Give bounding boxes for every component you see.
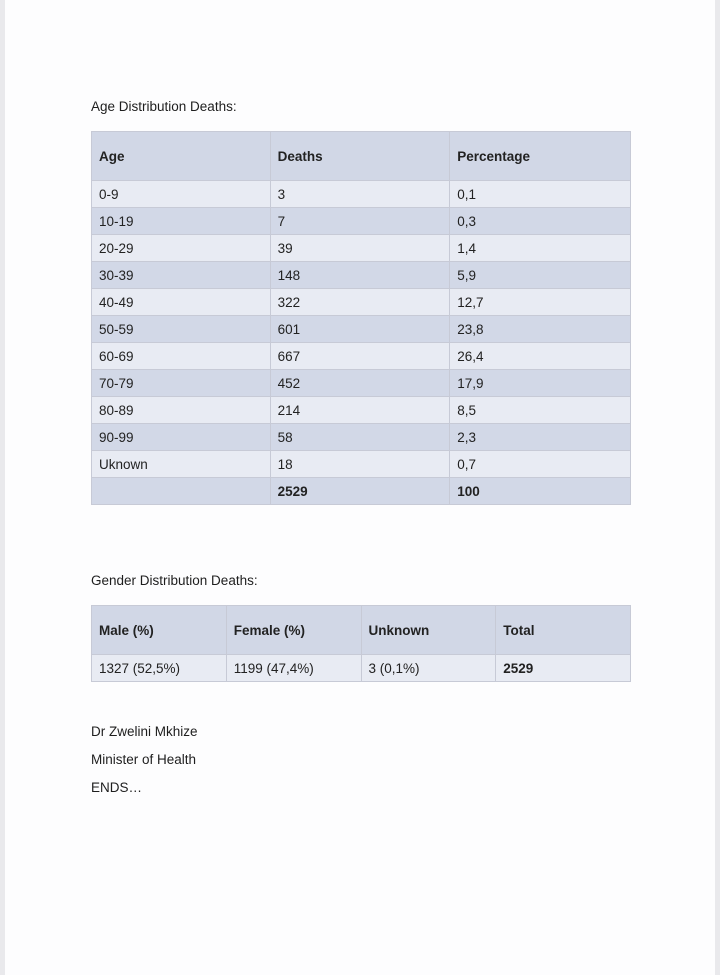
percentage-cell: 26,4 xyxy=(450,343,631,370)
percentage-cell: 1,4 xyxy=(450,235,631,262)
column-header-age: Age xyxy=(92,132,271,181)
column-header-percentage: Percentage xyxy=(450,132,631,181)
total-deaths-cell: 2529 xyxy=(270,478,450,505)
table-header-row xyxy=(92,132,631,181)
document-page xyxy=(5,0,715,975)
deaths-cell: 214 xyxy=(270,397,450,424)
column-header-deaths: Deaths xyxy=(270,132,450,181)
column-header-female: Female (%) xyxy=(226,606,361,655)
deaths-cell: 322 xyxy=(270,289,450,316)
deaths-cell: 148 xyxy=(270,262,450,289)
age-cell: 10-19 xyxy=(92,208,271,235)
column-header-male: Male (%) xyxy=(92,606,227,655)
deaths-cell: 601 xyxy=(270,316,450,343)
percentage-cell: 2,3 xyxy=(450,424,631,451)
age-cell: 20-29 xyxy=(92,235,271,262)
deaths-cell: 18 xyxy=(270,451,450,478)
column-header-total: Total xyxy=(496,606,631,655)
total-cell: 2529 xyxy=(496,655,631,682)
column-header-unknown: Unknown xyxy=(361,606,496,655)
table-row xyxy=(92,208,631,235)
total-label-cell xyxy=(92,478,271,505)
table-row xyxy=(92,397,631,424)
percentage-cell: 23,8 xyxy=(450,316,631,343)
table-row xyxy=(92,370,631,397)
table-row xyxy=(92,316,631,343)
age-cell: 0-9 xyxy=(92,181,271,208)
deaths-cell: 39 xyxy=(270,235,450,262)
age-cell: 80-89 xyxy=(92,397,271,424)
deaths-cell: 3 xyxy=(270,181,450,208)
age-cell: 90-99 xyxy=(92,424,271,451)
male-cell: 1327 (52,5%) xyxy=(92,655,227,682)
percentage-cell: 8,5 xyxy=(450,397,631,424)
percentage-cell: 0,7 xyxy=(450,451,631,478)
ends-marker: ENDS… xyxy=(91,780,143,795)
gender-distribution-heading: Gender Distribution Deaths: xyxy=(91,573,258,588)
percentage-cell: 0,3 xyxy=(450,208,631,235)
signatory-name: Dr Zwelini Mkhize xyxy=(91,724,198,739)
age-distribution-heading: Age Distribution Deaths: xyxy=(91,99,237,114)
age-cell: 30-39 xyxy=(92,262,271,289)
table-row xyxy=(92,289,631,316)
table-row xyxy=(92,262,631,289)
age-cell: 40-49 xyxy=(92,289,271,316)
total-row xyxy=(92,478,631,505)
age-cell: 60-69 xyxy=(92,343,271,370)
table-row xyxy=(92,451,631,478)
deaths-cell: 58 xyxy=(270,424,450,451)
deaths-cell: 7 xyxy=(270,208,450,235)
percentage-cell: 5,9 xyxy=(450,262,631,289)
table-row xyxy=(92,424,631,451)
table-header-row xyxy=(92,606,631,655)
table-row xyxy=(92,235,631,262)
percentage-cell: 17,9 xyxy=(450,370,631,397)
table-row xyxy=(92,181,631,208)
female-cell: 1199 (47,4%) xyxy=(226,655,361,682)
total-percentage-cell: 100 xyxy=(450,478,631,505)
table-row xyxy=(92,655,631,682)
age-distribution-table xyxy=(91,131,631,505)
deaths-cell: 667 xyxy=(270,343,450,370)
gender-distribution-table xyxy=(91,605,631,682)
unknown-cell: 3 (0,1%) xyxy=(361,655,496,682)
deaths-cell: 452 xyxy=(270,370,450,397)
percentage-cell: 12,7 xyxy=(450,289,631,316)
age-cell: Uknown xyxy=(92,451,271,478)
percentage-cell: 0,1 xyxy=(450,181,631,208)
age-cell: 50-59 xyxy=(92,316,271,343)
age-cell: 70-79 xyxy=(92,370,271,397)
table-row xyxy=(92,343,631,370)
signatory-role: Minister of Health xyxy=(91,752,197,767)
